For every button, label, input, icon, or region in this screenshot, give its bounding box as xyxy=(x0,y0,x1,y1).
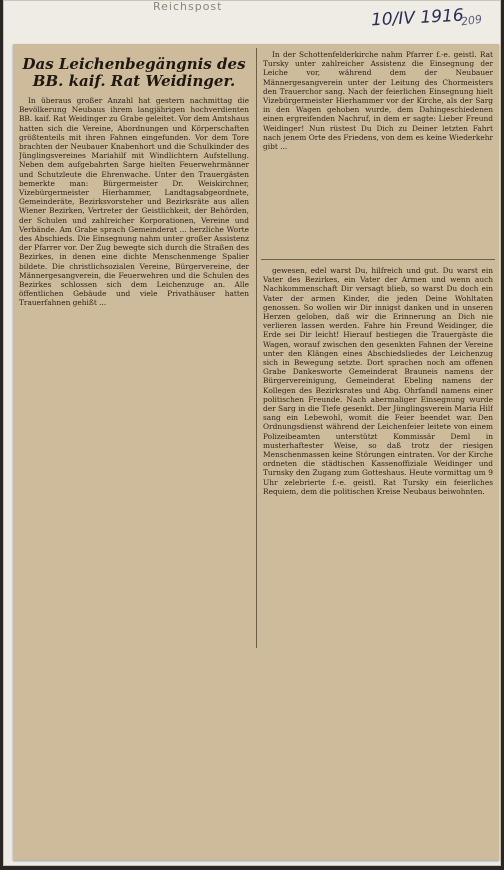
handwritten-date: 10/IV 1916 xyxy=(370,5,465,31)
article-headline: Das Leichenbegängnis des BB. kaif. Rat Weidinger. xyxy=(22,55,246,90)
newspaper-clipping xyxy=(13,44,499,860)
right-column-bottom-text: gewesen, edel warst Du, hilfreich und gut. Du warst ein Vater des Bezirkes, ein Vater der Armen und wenn auch Nachkommenschaft Dir versagt blieb, so warst Du doch ein Vater der armen Kinder, die jeden Deine Wohltaten genossen. So wollen wir Dir innigst danken und in unseren Herzen geloben, daß wir die Erinnerung an Dich nie verlieren lassen werden. Fahre hin Freund Weidinger, die Erde sei Dir leicht! Hierauf bestiegen die Trauergäste die Wagen, worauf zwischen den gesenkten Fahnen der Vereine unter den Klängen eines Abschiedsliedes der Leichenzug sich in Bewegung setzte. Dort sprachen noch am offenen Grabe Dankesworte Gemeinderat Brauneis namens der Bürgervereinigung, Gemeinderat Ebeling namens der Kollegen des Bezirksrates und Abg. Ohrfandl namens einer politischen Freunde. Nach abermaliger Einsegnung wurde der Sarg in die Tiefe gesenkt. Der Jünglingsverein Maria Hilf sang ein Lebewohl, womit die Feier beendet war. Den Ordnungsdienst während der Leichenfeier leitete von einem Polizeibeamten unterstützt Kommissär Deml in musterhaftester Weise, so daß trotz der riesigen Menschenmassen keine Störungen eintraten. Vor der Kirche ordneten die städtischen Kassenoffiziale Weidinger und Turnsky den Zugang zum Gotteshaus. Heute vormittag um 9 Uhr zelebrierte f.-e. geistl. Rat Tursky ein feierliches Requiem, dem die politischen Kreise Neubaus beiwohnten. xyxy=(263,266,493,496)
right-column-top-text: In der Schottenfelderkirche nahm Pfarrer f.-e. geistl. Rat Tursky unter zahlreicher Assistenz die Einsegnung der Leiche vor, während dem der Neubauer Männergesangverein unter der Leitung des Chormeisters den Trauerchor sang. Nach der feierlichen Einsegnung hielt Vizebürgermeister Hierhammer vor der Kirche, als der Sarg in den Wagen gehoben wurde, dem Dahingeschiedenen einen ergreifenden Nachruf, in dem er sagte: Lieber Freund Weidinger! Nun rüstest Du Dich zu Deiner letzten Fahrt nach jenem Orte des Friedens, von dem es keine Wiederkehr gibt ... xyxy=(263,50,493,152)
left-column-text: In überaus großer Anzahl hat gestern nachmittag die Bevölkerung Neubaus ihrem langjährigen hochverdienten BB. kaif. Rat Weidinger zu Grabe geleitet. Vor dem Amtshaus hatten sich die Vereine, Abordnungen und Körperschaften größtenteils mit ihren Fahnen eingefunden. Vor dem Tore brachten der Neubauer Knabenhort und die Schulkinder des Jünglingsvereines Mariahilf mit Windlichtern Aufstellung. Neben dem aufgebahrten Sarge hielten Feuerwehrmänner und Schutzleute die Ehrenwache. Unter den Trauergästen bemerkte man: Bürgermeister Dr. Weiskirchner, Vizebürgermeister Hierhammer, Landtagsabgeordnete, Gemeinderäte, Bezirksvorsteher und Bezirksräte aus allen Wiener Bezirken, Vertreter der Geistlichkeit, der Behörden, der Schulen und zahlreicher Korporationen, Vereine und Verbände. Am Grabe sprach Gemeinderat ... herzliche Worte des Abschieds. Die Einsegnung nahm unter großer Assistenz der Pfarrer vor. Der Zug bewegte sich durch die Straßen des Bezirkes, in denen eine dichte Menschenmenge Spalier bildete. Die christlichsozialen Vereine, Bürgervereine, der Männergesangverein, die Feuerwehren und die Schulen des Bezirkes schlossen sich dem Leichenzuge an. Alle öffentlichen Gebäude und viele Privathäuser hatten Trauerfahnen gehißt ... xyxy=(19,96,249,308)
archive-number: 209 xyxy=(460,12,483,29)
article-left-column xyxy=(19,54,249,854)
article-right-column-top xyxy=(263,50,493,258)
archive-sheet xyxy=(3,0,501,866)
section-divider xyxy=(261,259,495,260)
newspaper-masthead: Reichspost xyxy=(153,0,223,13)
column-divider xyxy=(256,48,257,648)
article-right-column-bottom xyxy=(263,266,493,646)
